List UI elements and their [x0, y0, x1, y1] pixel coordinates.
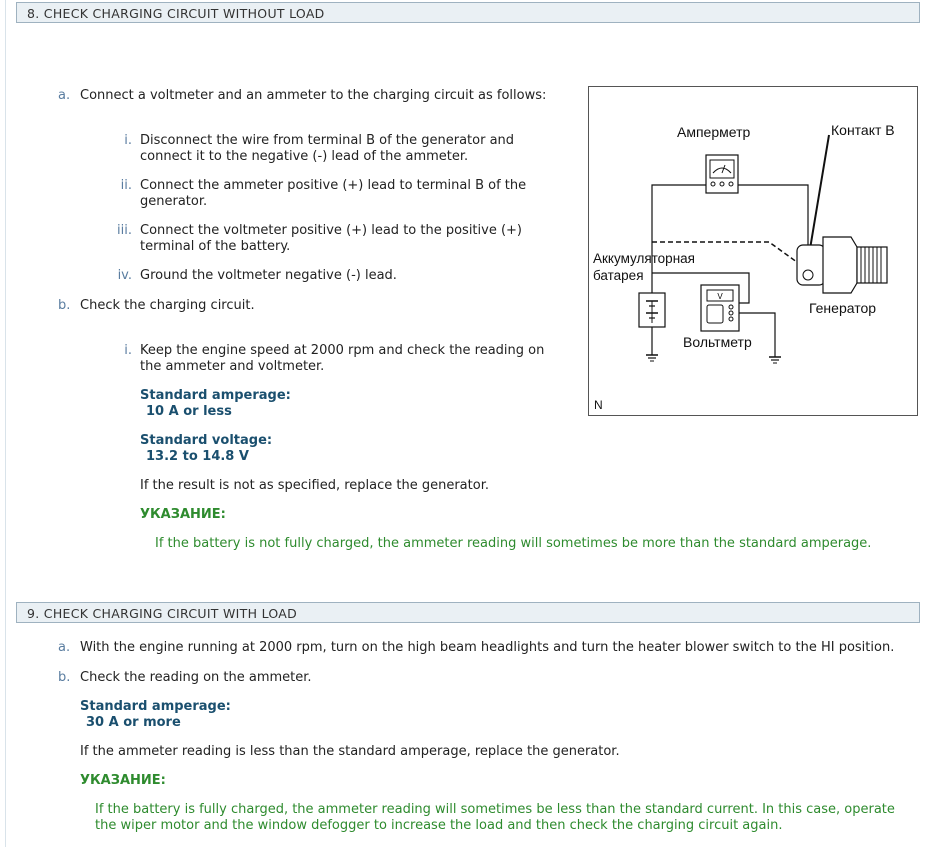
ammeter-icon	[706, 155, 738, 193]
result-instruction-9: If the ammeter reading is less than the standard amperage, replace the generator.	[80, 744, 620, 759]
step-iii-text-line2: terminal of the battery.	[140, 239, 291, 254]
step-b-i-text-line2: the ammeter and voltmeter.	[140, 359, 325, 374]
ammeter-label: Амперметр	[677, 124, 751, 140]
step-9a-label: a.	[58, 640, 71, 655]
standard-amperage-title: Standard amperage:	[140, 388, 291, 403]
step-b-i-text-line1: Keep the engine speed at 2000 rpm and check the reading on	[140, 343, 545, 358]
generator-icon	[797, 237, 887, 293]
terminal-b-label: Контакт B	[831, 122, 895, 138]
battery-label-line1: Аккумуляторная	[593, 251, 695, 266]
step-i-text-line1: Disconnect the wire from terminal B of the generator and	[140, 133, 515, 148]
voltmeter-icon	[701, 285, 739, 331]
step-iv-text: Ground the voltmeter negative (-) lead.	[140, 268, 397, 283]
battery-label-line2: батарея	[593, 268, 644, 283]
standard-amperage-9-value: 30 A or more	[86, 715, 181, 730]
step-i-label: i.	[124, 133, 132, 148]
step-ii-text-line2: generator.	[140, 194, 208, 209]
step-a-label: a.	[58, 88, 71, 103]
step-ii-text-line1: Connect the ammeter positive (+) lead to terminal B of the	[140, 178, 527, 193]
step-i-text-line2: connect it to the negative (-) lead of the ammeter.	[140, 149, 469, 164]
generator-label: Генератор	[809, 300, 877, 316]
hint-title-9: УКАЗАНИЕ:	[80, 773, 166, 788]
step-9b-text: Check the reading on the ammeter.	[80, 670, 312, 685]
result-instruction: If the result is not as specified, replace the generator.	[140, 478, 489, 493]
section-8-header	[16, 2, 920, 23]
battery-icon	[639, 293, 665, 327]
standard-amperage-9-title: Standard amperage:	[80, 699, 231, 714]
diagram-corner-label: N	[594, 398, 603, 412]
hint-title: УКАЗАНИЕ:	[140, 507, 226, 522]
step-iii-label: iii.	[117, 223, 132, 238]
svg-text:V: V	[717, 292, 723, 301]
wiring-diagram	[588, 86, 918, 416]
hint-text: If the battery is not fully charged, the ammeter reading will sometimes be more than the standard amperage.	[155, 536, 872, 551]
step-b-i-label: i.	[124, 343, 132, 358]
step-b-label: b.	[58, 298, 71, 313]
section-8-title: 8. CHECK CHARGING CIRCUIT WITHOUT LOAD	[27, 6, 325, 21]
step-9a-text: With the engine running at 2000 rpm, turn on the high beam headlights and turn the heater blower switch to the HI position.	[80, 640, 895, 655]
standard-voltage-title: Standard voltage:	[140, 433, 273, 448]
step-iii-text-line1: Connect the voltmeter positive (+) lead to the positive (+)	[140, 223, 523, 238]
page-left-border	[5, 0, 6, 847]
standard-amperage-value: 10 A or less	[146, 404, 232, 419]
step-b-text: Check the charging circuit.	[80, 298, 255, 313]
section-9-header	[16, 602, 920, 623]
voltmeter-label: Вольтметр	[683, 334, 752, 350]
step-ii-label: ii.	[120, 178, 132, 193]
standard-voltage-value: 13.2 to 14.8 V	[146, 449, 249, 464]
step-iv-label: iv.	[117, 268, 132, 283]
step-a-text: Connect a voltmeter and an ammeter to the charging circuit as follows:	[80, 88, 547, 103]
section-9-title: 9. CHECK CHARGING CIRCUIT WITH LOAD	[27, 606, 298, 621]
hint-text-9-line2: the wiper motor and the window defogger to increase the load and then check the charging circuit again.	[95, 818, 783, 833]
step-9b-label: b.	[58, 670, 71, 685]
hint-text-9-line1: If the battery is fully charged, the ammeter reading will sometimes be less than the standard current. In this case, operate	[95, 802, 895, 817]
